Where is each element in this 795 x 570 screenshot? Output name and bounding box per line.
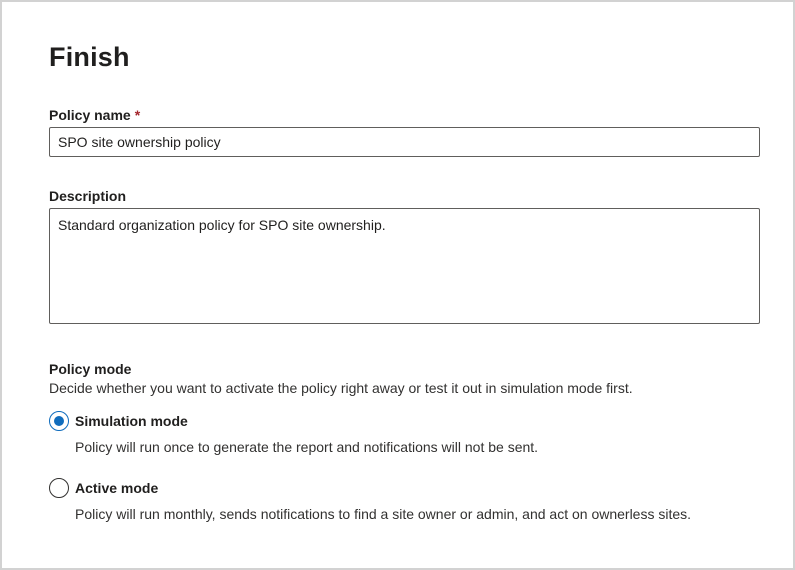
radio-label-simulation[interactable]: Simulation mode (75, 413, 188, 429)
radio-description-active: Policy will run monthly, sends notifications to find a site owner or admin, and act on ownerless sites. (75, 506, 692, 522)
radio-option-active[interactable] (49, 478, 158, 498)
required-marker: * (134, 107, 141, 123)
description-label: Description (49, 188, 127, 204)
radio-label-active[interactable]: Active mode (75, 480, 159, 496)
radio-option-simulation[interactable] (49, 411, 188, 431)
policy-mode-heading: Policy mode (49, 361, 132, 377)
policy-name-input[interactable] (49, 127, 760, 157)
policy-mode-help: Decide whether you want to activate the policy right away or test it out in simulation mode first. (49, 380, 633, 396)
radio-button-active[interactable] (49, 478, 69, 498)
radio-description-simulation: Policy will run once to generate the report and notifications will not be sent. (75, 439, 539, 455)
radio-button-simulation[interactable] (49, 411, 69, 431)
page-title: Finish (49, 42, 130, 72)
policy-name-label (49, 107, 140, 123)
description-textarea[interactable] (49, 208, 760, 324)
policy-name-label-text: Policy name (49, 107, 131, 123)
